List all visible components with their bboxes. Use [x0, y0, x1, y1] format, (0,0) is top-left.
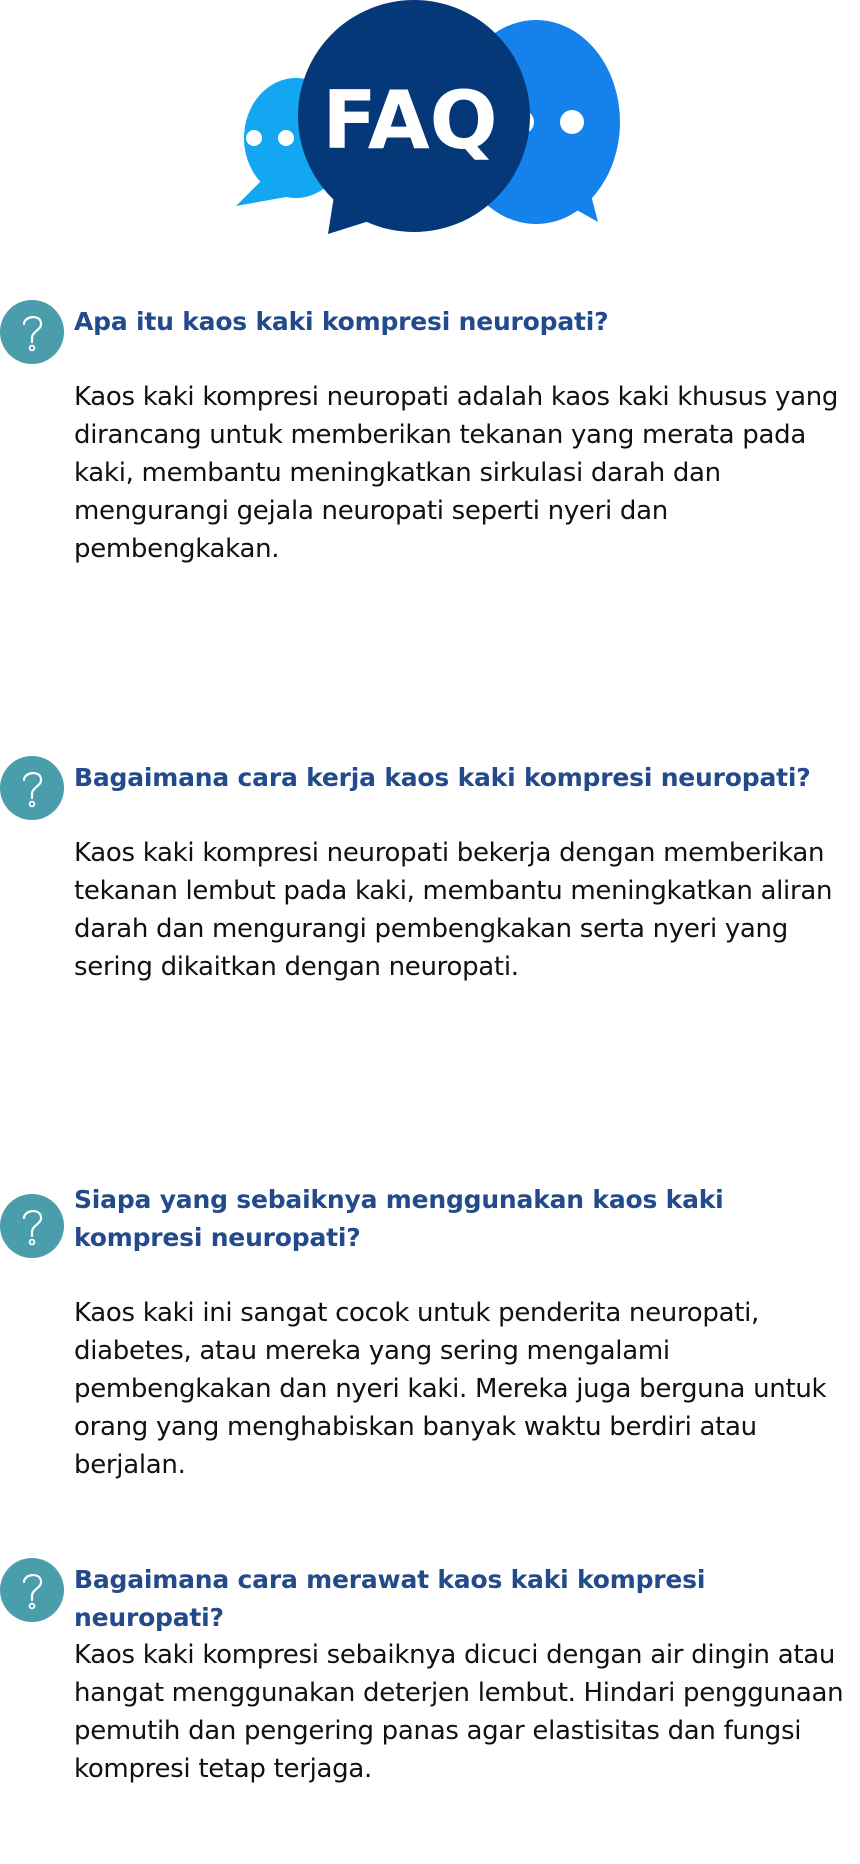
question-mark-icon — [0, 756, 64, 820]
faq-answer: Kaos kaki kompresi neuropati adalah kaos kaki khusus yang dirancang untuk memberikan tekanan yang merata pada kaki, membantu meningkatkan sirkulasi darah dan mengurangi gejala neuropati seperti nyeri dan pembengkakan. — [74, 382, 839, 564]
faq-answer: Kaos kaki ini sangat cocok untuk penderita neuropati, diabetes, atau mereka yang sering mengalami pembengkakan dan nyeri kaki. Mereka juga berguna untuk orang yang menghabiskan banyak waktu berdiri atau berjalan. — [74, 1298, 827, 1480]
faq-title: FAQ — [322, 74, 498, 167]
faq-question: Apa itu kaos kaki kompresi neuropati? — [74, 307, 609, 336]
faq-answer: Kaos kaki kompresi neuropati bekerja dengan memberikan tekanan lembut pada kaki, membantu meningkatkan aliran darah dan mengurangi pembengkakan serta nyeri yang sering dikaitkan dengan neuropati. — [74, 838, 833, 982]
faq-answer: Kaos kaki kompresi sebaiknya dicuci dengan air dingin atau hangat menggunakan deterjen lembut. Hindari penggunaan pemutih dan pengering panas agar elastisitas dan fungsi kompresi tetap terjaga. — [74, 1640, 844, 1784]
faq-chat-bubbles-illustration — [222, 0, 622, 236]
faq-question: Siapa yang sebaiknya menggunakan kaos kaki kompresi neuropati? — [74, 1185, 724, 1252]
faq-question: Bagaimana cara merawat kaos kaki kompresi neuropati? — [74, 1565, 706, 1632]
question-mark-icon — [0, 1194, 64, 1258]
question-mark-icon — [0, 300, 64, 364]
question-mark-icon — [0, 1558, 64, 1622]
faq-question: Bagaimana cara kerja kaos kaki kompresi neuropati? — [74, 763, 811, 792]
